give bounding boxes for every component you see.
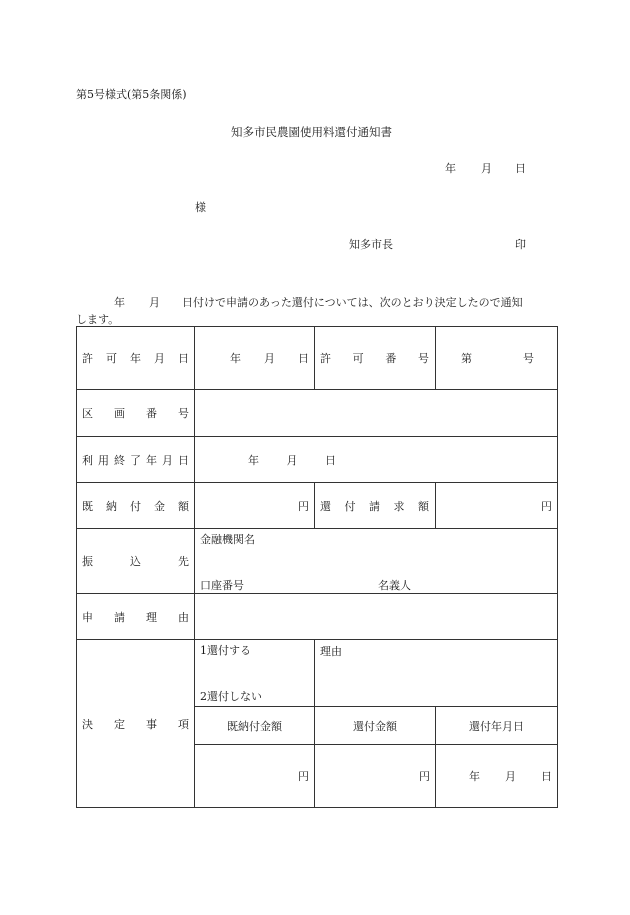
- document-title: 知多市民農園使用料還付通知書: [231, 125, 392, 139]
- reason-label: 申請理由: [77, 594, 195, 640]
- permit-number-prefix: 第: [461, 352, 472, 365]
- decision-date-field[interactable]: [436, 745, 558, 808]
- intro-year: 年: [114, 296, 125, 309]
- permit-number-field[interactable]: [436, 327, 558, 390]
- row-plot: [77, 390, 558, 437]
- end-date-month: 月: [286, 453, 298, 467]
- end-date-year: 年: [248, 453, 259, 467]
- option-no-refund[interactable]: 2還付しない: [200, 690, 262, 703]
- decision-options-field: [195, 640, 315, 707]
- permit-number-label: 許可番号: [315, 327, 436, 390]
- plot-number-label: 区画番号: [77, 390, 195, 437]
- account-holder-label: 名義人: [378, 579, 411, 592]
- row-decision-options: [77, 640, 558, 707]
- permit-date-month: 月: [264, 352, 275, 365]
- bank-name-label: 金融機関名: [200, 533, 255, 546]
- end-date-day: 日: [325, 453, 336, 467]
- row-permit: [77, 327, 558, 390]
- seal-mark: 印: [515, 238, 526, 251]
- col-paid-amount: 既納付金額: [195, 707, 315, 745]
- paid-amount-unit: 円: [298, 499, 309, 513]
- decision-label: 決定事項: [77, 640, 195, 808]
- permit-date-day: 日: [298, 352, 309, 365]
- form-number: 第5号様式(第5条関係): [76, 88, 187, 101]
- permit-date-label: 許可年月日: [77, 327, 195, 390]
- permit-date-field[interactable]: [195, 327, 315, 390]
- decision-paid-unit: 円: [298, 770, 309, 783]
- option-refund[interactable]: 1還付する: [200, 644, 251, 657]
- permit-number-suffix: 号: [523, 352, 534, 365]
- date-day-label: 日: [515, 162, 526, 175]
- date-month-label: 月: [481, 162, 492, 175]
- decision-reason-field[interactable]: [315, 640, 558, 707]
- transfer-label: 振込先: [77, 529, 195, 594]
- plot-number-field[interactable]: [195, 390, 558, 437]
- row-transfer: [77, 529, 558, 594]
- refund-form-table: [76, 326, 558, 808]
- refund-request-label: 還付請求額: [315, 483, 436, 529]
- date-year-label: 年: [445, 162, 456, 175]
- decision-refund-unit: 円: [419, 770, 430, 783]
- row-reason: [77, 594, 558, 640]
- reason-field[interactable]: [195, 594, 558, 640]
- account-line: [200, 577, 552, 593]
- intro-text-line1: 日付けで申請のあった還付については、次のとおり決定したので通知: [182, 296, 523, 309]
- decision-date-month: 月: [505, 770, 516, 783]
- end-date-label: 利用終了年月日: [77, 437, 195, 483]
- decision-paid-field[interactable]: [195, 745, 315, 808]
- decision-refund-field[interactable]: [315, 745, 436, 808]
- intro-month: 月: [149, 296, 160, 309]
- decision-reason-label: 理由: [320, 645, 342, 658]
- issuer-name: 知多市長: [349, 238, 393, 251]
- decision-date-day: 日: [541, 770, 552, 783]
- col-refund-amount: 還付金額: [315, 707, 436, 745]
- end-date-field[interactable]: [195, 437, 558, 483]
- row-amounts: [77, 483, 558, 529]
- refund-request-field[interactable]: [436, 483, 558, 529]
- transfer-field[interactable]: [195, 529, 558, 594]
- refund-request-unit: 円: [541, 499, 552, 513]
- col-refund-date: 還付年月日: [436, 707, 558, 745]
- paid-amount-label: 既納付金額: [77, 483, 195, 529]
- permit-date-year: 年: [230, 352, 241, 365]
- decision-date-year: 年: [469, 770, 480, 783]
- paid-amount-field[interactable]: [195, 483, 315, 529]
- account-number-label: 口座番号: [200, 579, 244, 592]
- recipient-suffix: 様: [195, 201, 206, 214]
- intro-text-line2: します。: [76, 313, 120, 326]
- row-end-date: [77, 437, 558, 483]
